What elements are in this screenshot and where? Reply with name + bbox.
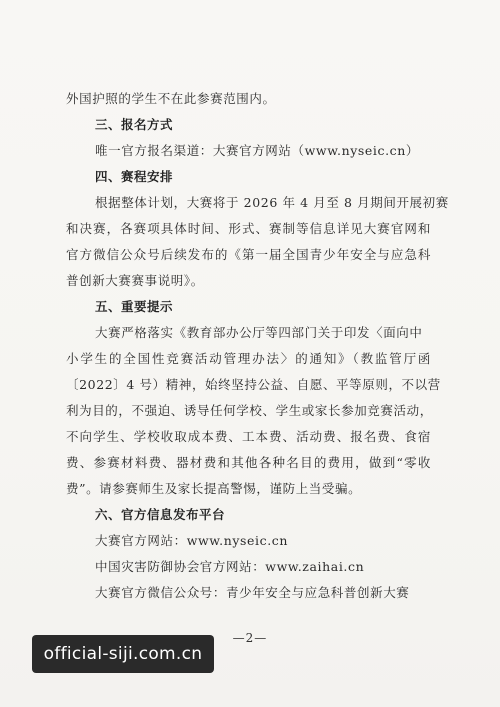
paragraph-line: 和决赛，各赛项具体时间、形式、赛制等信息详见大赛官网和	[66, 221, 431, 236]
section-heading-registration: 三、报名方式	[95, 117, 174, 132]
section-heading-schedule: 四、赛程安排	[95, 169, 174, 184]
paragraph-line: 根据整体计划，大赛将于 2026 年 4 月至 8 月期间开展初赛	[95, 195, 449, 210]
page-number: —2—	[232, 631, 268, 645]
paragraph-line: 〔2022〕4 号）精神，始终坚持公益、自愿、平等原则，不以营	[66, 377, 441, 392]
paragraph-line: 费、参赛材料费、器材费和其他各种名目的费用，做到“零收	[66, 455, 431, 470]
section-heading-notice: 五、重要提示	[95, 299, 174, 314]
paragraph-line: 官方微信公众号后续发布的《第一届全国青少年安全与应急科	[66, 247, 431, 262]
section-heading-platforms: 六、官方信息发布平台	[95, 507, 226, 522]
paragraph-line: 大赛严格落实《教育部办公厅等四部门关于印发〈面向中	[95, 325, 423, 340]
paragraph-line: 利为目的，不强迫、诱导任何学校、学生或家长参加竞赛活动，	[66, 403, 433, 418]
platform-wechat-account: 大赛官方微信公众号：青少年安全与应急科普创新大赛	[95, 585, 410, 600]
watermark-badge: official-siji.com.cn	[32, 635, 214, 673]
platform-association-site: 中国灾害防御协会官方网站：www.zaihai.cn	[95, 559, 365, 574]
paragraph-line: 普创新大赛赛事说明》。	[66, 273, 204, 288]
paragraph-line: 不向学生、学校收取成本费、工本费、活动费、报名费、食宿	[66, 429, 431, 444]
paragraph-line: 小学生的全国性竞赛活动管理办法〉的通知》（教监管厅函	[66, 351, 431, 366]
platform-official-site: 大赛官方网站：www.nyseic.cn	[95, 533, 289, 548]
registration-channel: 唯一官方报名渠道：大赛官方网站（www.nyseic.cn）	[95, 143, 420, 158]
paragraph-line: 费”。请参赛师生及家长提高警惕，谨防上当受骗。	[66, 481, 362, 496]
paragraph-line: 外国护照的学生不在此参赛范围内。	[66, 91, 276, 106]
